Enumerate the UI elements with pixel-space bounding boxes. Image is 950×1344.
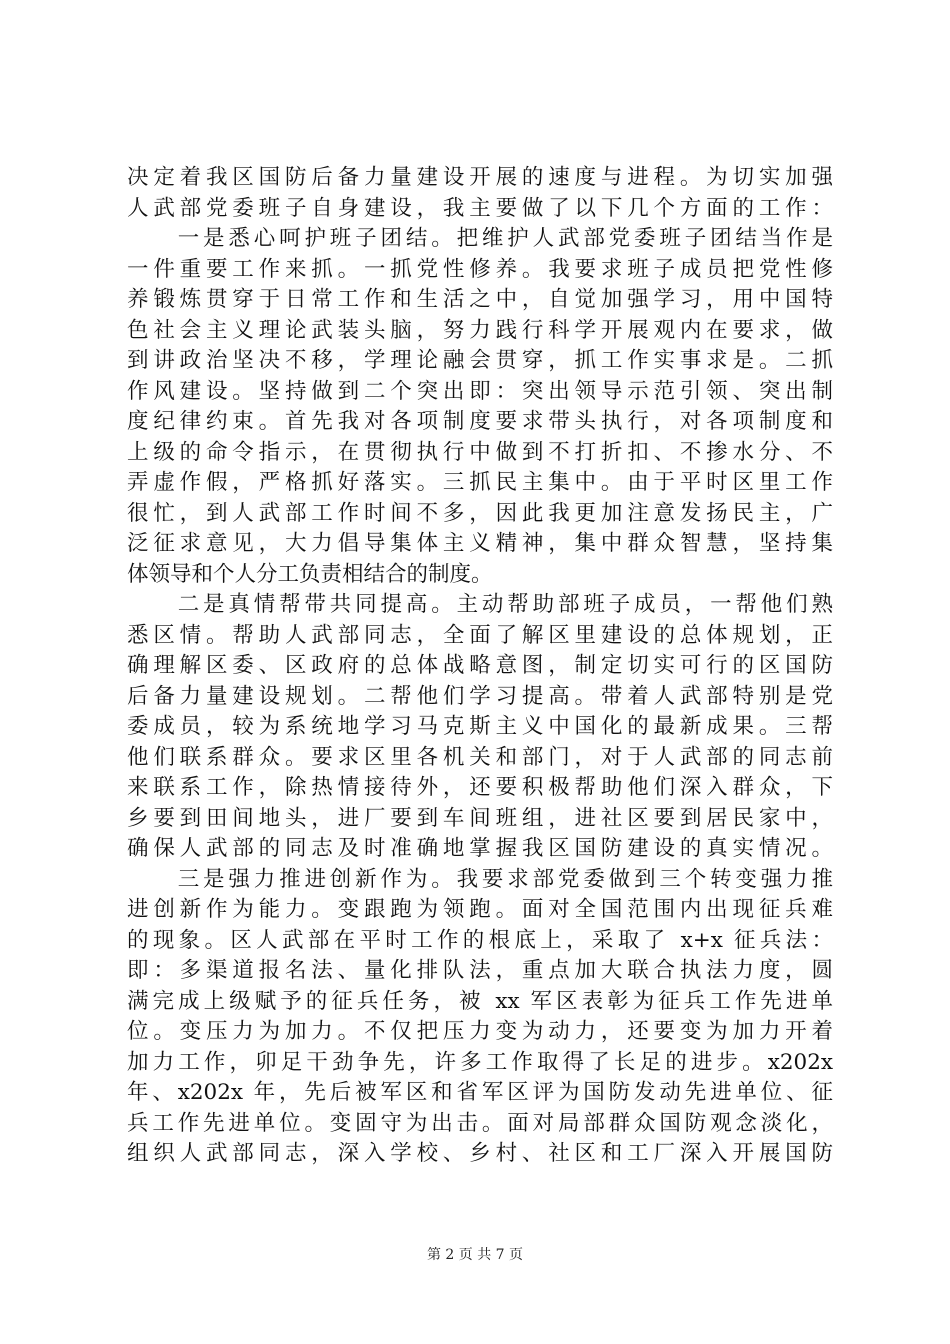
body-line: 上级的命令指示，在贯彻执行中做到不打折扣、不掺水分、不: [127, 439, 833, 465]
body-line: 决定着我区国防后备力量建设开展的速度与进程。为切实加强: [127, 165, 833, 190]
body-line: 来联系工作，除热情接待外，还要积极帮助他们深入群众，下: [127, 775, 833, 800]
body-line: 组织人武部同志，深入学校、乡村、社区和工厂深入开展国防: [127, 1141, 833, 1166]
document-body: [127, 163, 833, 1170]
body-line: 加力工作，卯足干劲争先，许多工作取得了长足的进步。x202x: [127, 1049, 833, 1075]
body-line: 即：多渠道报名法、量化排队法，重点加大联合执法力度，圆: [127, 958, 833, 983]
body-line: 弄虚作假，严格抓好落实。三抓民主集中。由于平时区里工作: [127, 470, 833, 495]
body-line: 乡要到田间地头，进厂要到车间班组，进社区要到居民家中，: [127, 805, 833, 831]
body-line: 三是强力推进创新作为。我要求部党委做到三个转变强力推: [127, 866, 833, 892]
body-line: 一件重要工作来抓。一抓党性修养。我要求班子成员把党性修: [127, 256, 833, 282]
body-line: 一是悉心呵护班子团结。把维护人武部党委班子团结当作是: [127, 226, 833, 251]
body-line: 他们联系群众。要求区里各机关和部门，对于人武部的同志前: [127, 744, 833, 770]
body-line: 二是真情帮带共同提高。主动帮助部班子成员，一帮他们熟: [127, 592, 833, 617]
body-line: 确保人武部的同志及时准确地掌握我区国防建设的真实情况。: [127, 836, 833, 861]
body-line: 色社会主义理论武装头脑，努力践行科学开展观内在要求，做: [127, 317, 833, 343]
body-line: 位。变压力为加力。不仅把压力变为动力，还要变为加力开着: [127, 1019, 833, 1044]
body-line: 度纪律约束。首先我对各项制度要求带头执行，对各项制度和: [127, 409, 833, 434]
body-line: 满完成上级赋予的征兵任务，被 xx 军区表彰为征兵工作先进单: [127, 988, 833, 1014]
body-line: 泛征求意见，大力倡导集体主义精神，集中群众智慧，坚持集: [127, 531, 833, 556]
body-line: 进创新作为能力。变跟跑为领跑。面对全国范围内出现征兵难: [127, 897, 833, 922]
body-line: 到讲政治坚决不移，学理论融会贯穿，抓工作实事求是。二抓: [127, 348, 833, 373]
body-line: 的现象。区人武部在平时工作的根底上，采取了 x+x 征兵法：: [127, 927, 833, 953]
body-line: 体领导和个人分工负责相结合的制度。: [127, 561, 493, 587]
body-line: 作风建设。坚持做到二个突出即：突出领导示范引领、突出制: [127, 378, 833, 404]
body-line: 年、x202x 年，先后被军区和省军区评为国防发动先进单位、征: [127, 1080, 833, 1105]
body-line: 悉区情。帮助人武部同志，全面了解区里建设的总体规划，正: [127, 622, 833, 648]
body-line: 很忙，到人武部工作时间不多，因此我更加注意发扬民主，广: [127, 500, 833, 526]
body-line: 确理解区委、区政府的总体战略意图，制定切实可行的区国防: [127, 653, 833, 678]
page-number-footer: 第 2 页 共 7 页: [426, 1247, 524, 1263]
body-line: 养锻炼贯穿于日常工作和生活之中，自觉加强学习，用中国特: [127, 287, 833, 312]
body-line: 委成员，较为系统地学习马克斯主义中国化的最新成果。三帮: [127, 714, 833, 739]
body-line: 兵工作先进单位。变固守为出击。面对局部群众国防观念淡化，: [127, 1110, 833, 1136]
body-line: 人武部党委班子自身建设，我主要做了以下几个方面的工作：: [127, 195, 833, 221]
body-line: 后备力量建设规划。二帮他们学习提高。带着人武部特别是党: [127, 683, 833, 709]
